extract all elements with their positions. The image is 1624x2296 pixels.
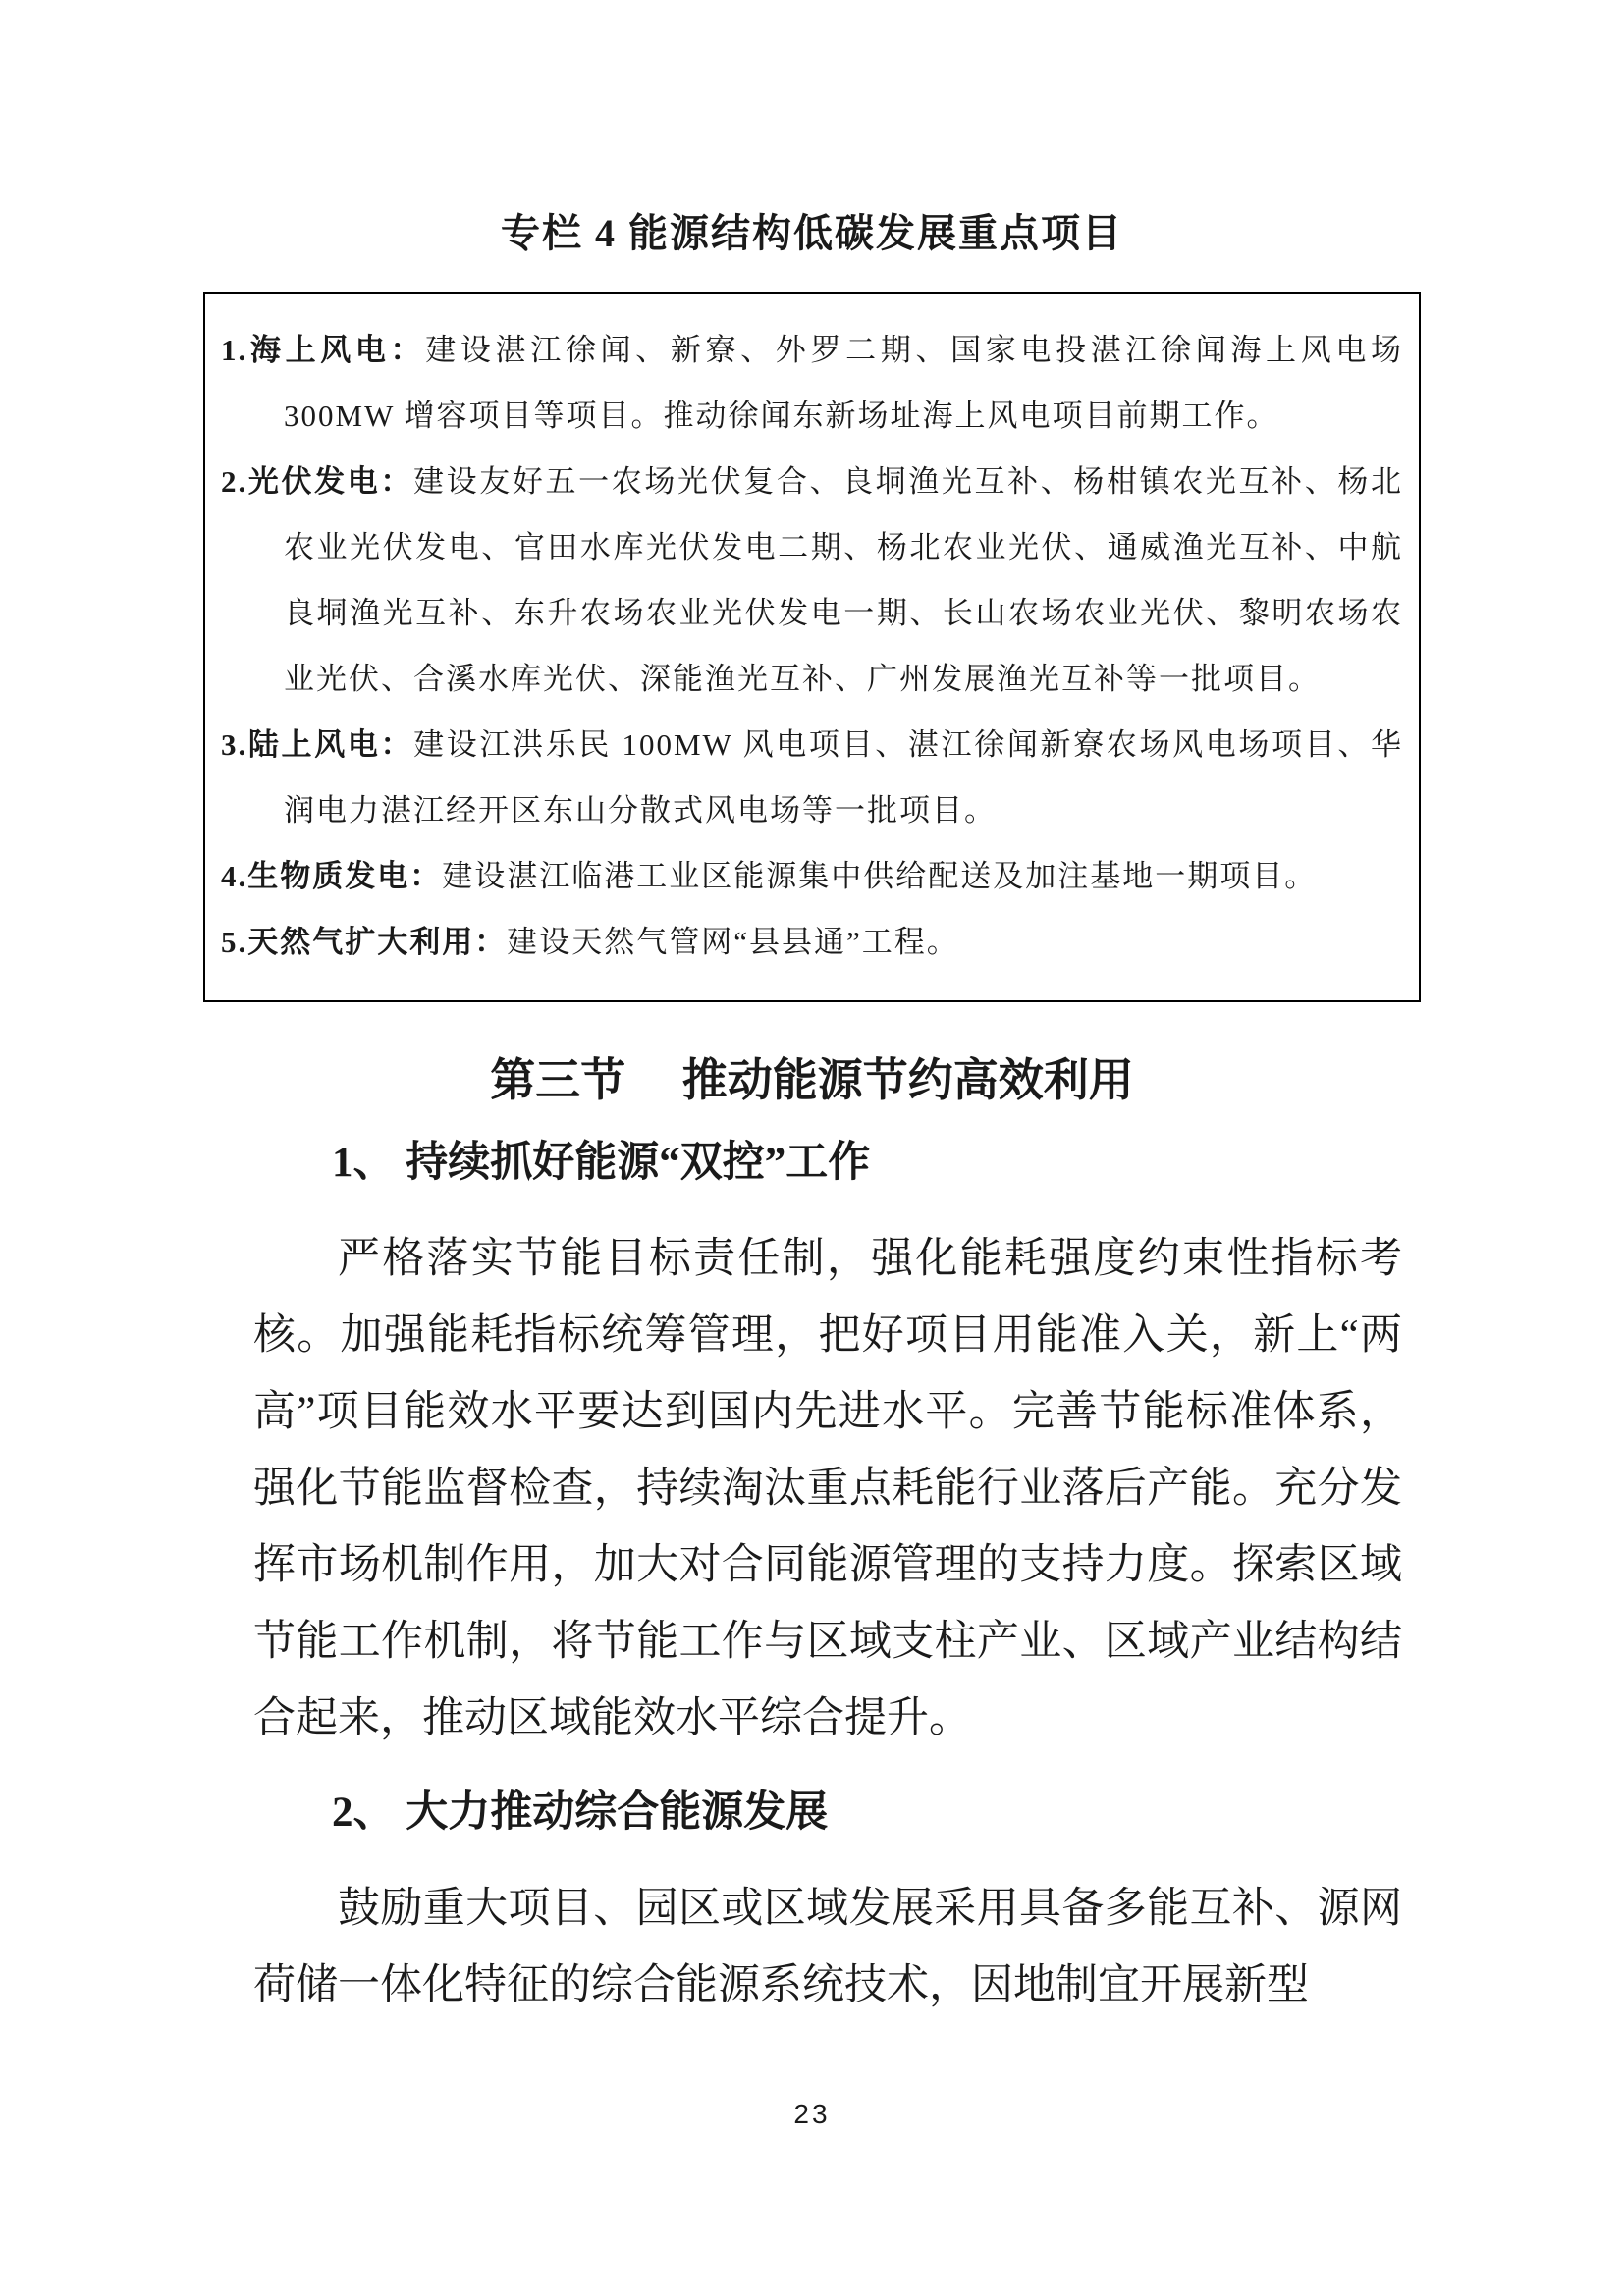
paragraph-2: 鼓励重大项目、园区或区域发展采用具备多能互补、源网荷储一体化特征的综合能源系统技术，因地制宜开展新型 <box>253 1885 1402 2008</box>
item-label: 1.海上风电： <box>221 333 426 367</box>
item-text: 建设友好五一农场光伏复合、良垌渔光互补、杨柑镇农光互补、杨北农业光伏发电、官田水库光伏发电二期、杨北农业光伏、通威渔光互补、中航良垌渔光互补、东升农场农业光伏发电一期、长山农场农业光伏、黎明农场农业光伏、合溪水库光伏、深能渔光互补、广州发展渔光互补等一批项目。 <box>284 464 1404 696</box>
item-text: 建设天然气管网“县县通”工程。 <box>507 925 959 959</box>
paragraph-1: 严格落实节能目标责任制，强化能耗强度约束性指标考核。加强能耗指标统筹管理，把好项目用能准入关，新上“两高”项目能效水平要达到国内先进水平。完善节能标准体系，强化节能监督检查，持续淘汰重点耗能行业落后产能。充分发挥市场机制作用，加大对合同能源管理的支持力度。探索区域节能工作机制，将节能工作与区域支柱产业、区域产业结构结合起来，推动区域能效水平综合提升。 <box>253 1235 1402 1741</box>
box-item-onshore-wind <box>221 712 1403 843</box>
box-item-solar-pv <box>221 449 1403 712</box>
item-text: 建设湛江徐闻、新寮、外罗二期、国家电投湛江徐闻海上风电场 300MW 增容项目等项目。推动徐闻东新场址海上风电项目前期工作。 <box>284 333 1404 433</box>
item-text: 建设湛江临港工业区能源集中供给配送及加注基地一期项目。 <box>442 859 1318 893</box>
section-heading: 第三节 推动能源节约高效利用 <box>490 1055 1134 1105</box>
box-item-offshore-wind <box>221 317 1403 449</box>
page-number: 23 <box>793 2099 831 2129</box>
item-label: 5.天然气扩大利用： <box>221 925 508 959</box>
item-text: 建设江洪乐民 100MW 风电项目、湛江徐闻新寮农场风电场项目、华润电力湛江经开区东山分散式风电场等一批项目。 <box>284 727 1403 828</box>
item-label: 3.陆上风电： <box>221 727 414 762</box>
box-title: 专栏 4 能源结构低碳发展重点项目 <box>501 211 1123 255</box>
subsection-2-heading: 2、 大力推动综合能源发展 <box>332 1789 829 1836</box>
project-box <box>203 292 1421 1002</box>
item-label: 2.光伏发电： <box>221 464 413 499</box>
box-item-biomass-power <box>221 843 1403 909</box>
item-label: 4.生物质发电： <box>221 859 443 893</box>
subsection-1-heading: 1、 持续抓好能源“双控”工作 <box>332 1140 871 1187</box>
box-item-natural-gas <box>221 909 1403 975</box>
